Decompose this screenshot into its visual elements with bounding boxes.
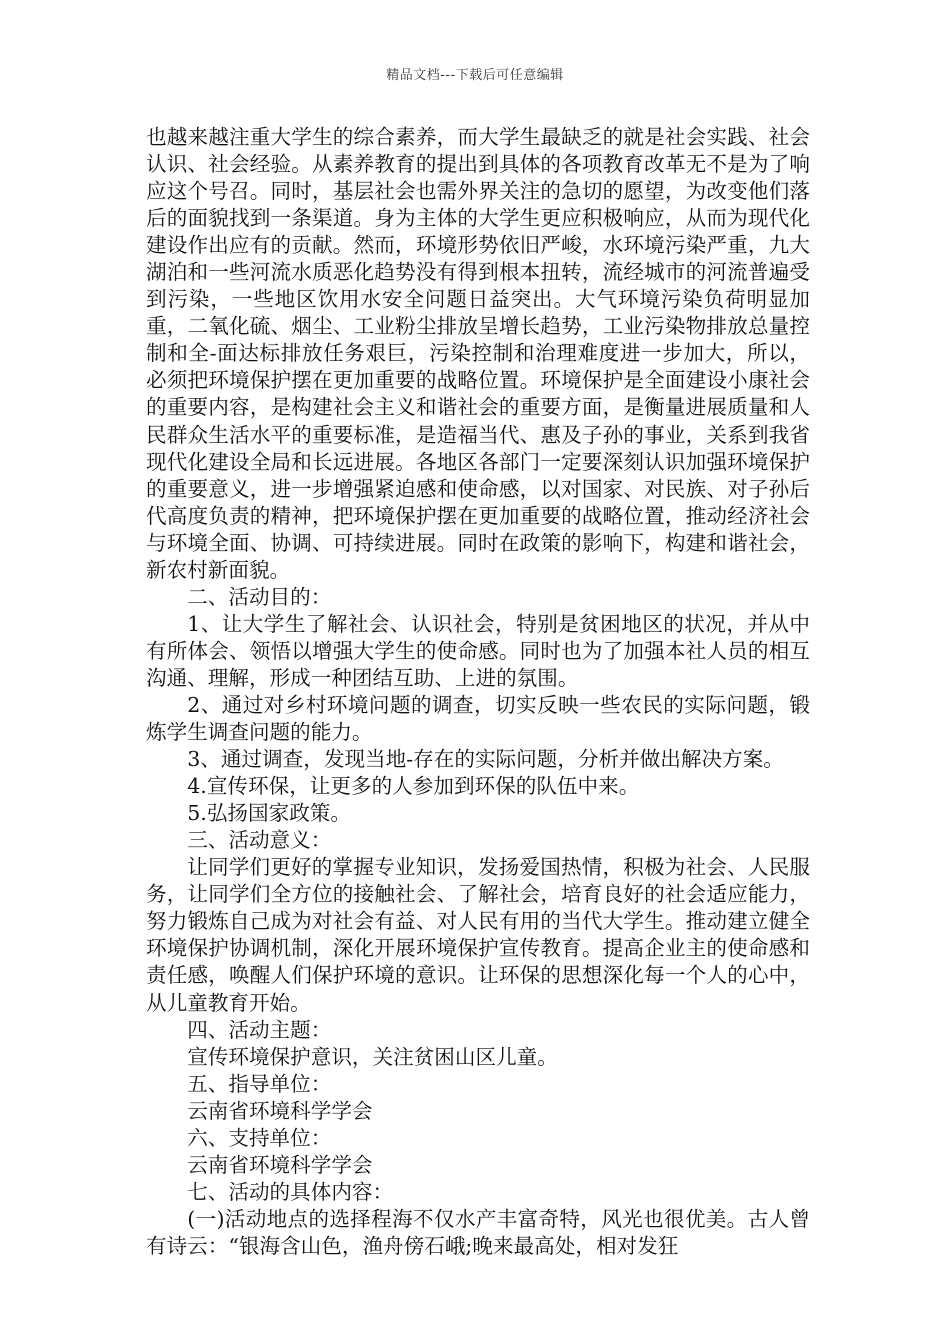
purpose-item-1: 1、让大学生了解社会、认识社会，特别是贫困地区的状况，并从中有所体会、领悟以增强大学生的使命感。同时也为了加强本社人员的相互沟通、理解，形成一种团结互助、上进的氛围。 — [146, 611, 810, 690]
support-unit-text: 云南省环境科学学会 — [187, 1152, 373, 1177]
purpose-item-4: 4.宣传环保，让更多的人参加到环保的队伍中来。 — [187, 774, 640, 799]
section-heading-purpose: 二、活动目的： — [187, 584, 332, 609]
section-heading-guidance-unit: 五、指导单位： — [187, 1071, 332, 1096]
activity-content-paragraph: (一)活动地点的选择程海不仅水产丰富奇特，风光也很优美。古人曾有诗云：“银海含山色，渔舟傍石峨;晚来最高处，相对发狂 — [146, 1206, 810, 1258]
purpose-item-3: 3、通过调查，发现当地-存在的实际问题，分析并做出解决方案。 — [187, 747, 784, 772]
guidance-unit-text: 云南省环境科学学会 — [187, 1098, 373, 1123]
theme-text: 宣传环境保护意识，关注贫困山区儿童。 — [187, 1044, 558, 1069]
purpose-item-2: 2、通过对乡村环境问题的调查，切实反映一些农民的实际问题，锻炼学生调查问题的能力。 — [146, 692, 810, 745]
section-heading-theme: 四、活动主题： — [187, 1017, 332, 1042]
document-body — [146, 124, 810, 1260]
page-header: 精品文档---下载后可任意编辑 — [386, 68, 564, 83]
section-heading-significance: 三、活动意义： — [187, 828, 332, 853]
section-heading-support-unit: 六、支持单位： — [187, 1125, 332, 1150]
section-heading-activity-content: 七、活动的具体内容： — [187, 1179, 394, 1204]
significance-paragraph: 让同学们更好的掌握专业知识，发扬爱国热情，积极为社会、人民服务，让同学们全方位的接触社会、了解社会，培育良好的社会适应能力，努力锻炼自己成为对社会有益、对人民有用的当代大学生。推动建立健全环境保护协调机制，深化开展环境保护宣传教育。提高企业主的使命感和责任感，唤醒人们保护环境的意识。让环保的思想深化每一个人的心中，从儿童教育开始。 — [146, 855, 810, 1015]
purpose-item-5: 5.弘扬国家政策。 — [187, 801, 351, 826]
paragraph-intro-continuation: 也越来越注重大学生的综合素养，而大学生最缺乏的就是社会实践、社会认识、社会经验。从素养教育的提出到具体的各项教育改革无不是为了响应这个号召。同时，基层社会也需外界关注的急切的愿望，为改变他们落后的面貌找到一条渠道。身为主体的大学生更应积极响应，从而为现代化建设作出应有的贡献。然而，环境形势依旧严峻，水环境污染严重，九大湖泊和一些河流水质恶化趋势没有得到根本扭转，流经城市的河流普遍受到污染，一些地区饮用水安全问题日益突出。大气环境污染负荷明显加重，二氧化硫、烟尘、工业粉尘排放呈增长趋势，工业污染物排放总量控制和全-面达标排放任务艰巨，污染控制和治理难度进一步加大，所以，必须把环境保护摆在更加重要的战略位置。环境保护是全面建设小康社会的重要内容，是构建社会主义和谐社会的重要方面，是衡量进展质量和人民群众生活水平的重要标准，是造福当代、惠及子孙的事业，关系到我省现代化建设全局和长远进展。各地区各部门一定要深刻认识加强环境保护的重要意义，进一步增强紧迫感和使命感，以对国家、对民族、对子孙后代高度负责的精神，把环境保护摆在更加重要的战略位置，推动经济社会与环境全面、协调、可持续进展。同时在政策的影响下，构建和谐社会，新农村新面貌。 — [146, 125, 810, 582]
